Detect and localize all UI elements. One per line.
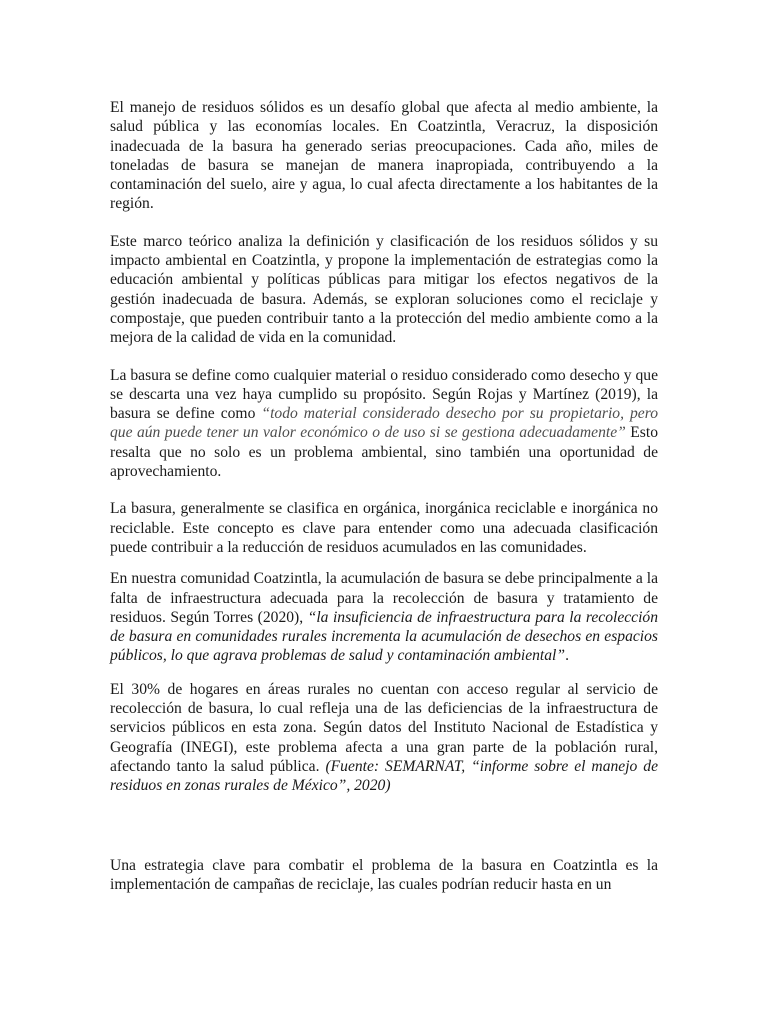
paragraph-recycling-strategy: Una estrategia clave para combatir el problema de la basura en Coatzintla es la implementación de campañas de reciclaje, las cuales podrían reducir hasta en un xyxy=(110,856,658,893)
paragraph-text: La basura se define como cualquier material o residuo considerado como desecho y que se descarta una vez haya cumplido su propósito. Según Rojas y Martínez (2019), la basura se define como xyxy=(110,366,658,423)
paragraph-text: Esto resalta que no solo es un problema ambiental, sino también una oportunidad de aprovechamiento. xyxy=(110,424,659,481)
paragraph-text: El 30% de hogares en áreas rurales no cuentan con acceso regular al servicio de recolección de basura, lo cual refleja una de las deficiencias de la infraestructura de servicios públicos en esta zona. Según datos del Instituto Nacional de Estadística y Geografía (INEGI), este problema afecta a una gran parte de la población rural, afectando tanto la salud pública. xyxy=(110,680,658,775)
source-citation: (Fuente: SEMARNAT, “informe sobre el manejo de residuos en zonas rurales de México”, 2020) xyxy=(110,757,658,795)
paragraph-community-accumulation xyxy=(110,569,658,665)
paragraph-waste-definition xyxy=(110,366,658,482)
paragraph-rural-statistics xyxy=(110,680,658,796)
paragraph-theoretical-framework: Este marco teórico analiza la definición y clasificación de los residuos sólidos y su impacto ambiental en Coatzintla, y propone la implementación de estrategias como la educación ambiental y políticas públicas para mitigar los efectos negativos de la gestión inadecuada de basura. Además, se exploran soluciones como el reciclaje y compostaje, que pueden contribuir tanto a la protección del medio ambiente como a la mejora de la calidad de vida en la comunidad. xyxy=(110,232,658,347)
document-page xyxy=(110,98,658,894)
paragraph-introduction: El manejo de residuos sólidos es un desafío global que afecta al medio ambiente, la salud pública y las economías locales. En Coatzintla, Veracruz, la disposición inadecuada de la basura ha generado serias preocupaciones. Cada año, miles de toneladas de basura se manejan de manera inapropiada, contribuyendo a la contaminación del suelo, aire y agua, lo cual afecta directamente a los habitantes de la región. xyxy=(110,99,658,213)
quotation: “la insuficiencia de infraestructura para la recolección de basura en comunidades rurales incrementa la acumulación de desechos en espacios públicos, lo que agrava problemas de salud y contaminación ambiental” xyxy=(110,608,659,665)
quotation: “todo material considerado desecho por su propietario, pero que aún puede tener un valor económico o de uso si se gestiona adecuadamente” xyxy=(110,405,658,442)
paragraph-waste-classification: La basura, generalmente se clasifica en orgánica, inorgánica reciclable e inorgánica no reciclable. Este concepto es clave para entender como una adecuada clasificación puede contribuir a la reducción de residuos acumulados en las comunidades. xyxy=(110,500,658,556)
paragraph-text: En nuestra comunidad Coatzintla, la acumulación de basura se debe principalmente a la falta de infraestructura adecuada para la recolección de basura y tratamiento de residuos. Según Torres (2020), xyxy=(110,570,658,626)
paragraph-text: . xyxy=(565,647,569,665)
